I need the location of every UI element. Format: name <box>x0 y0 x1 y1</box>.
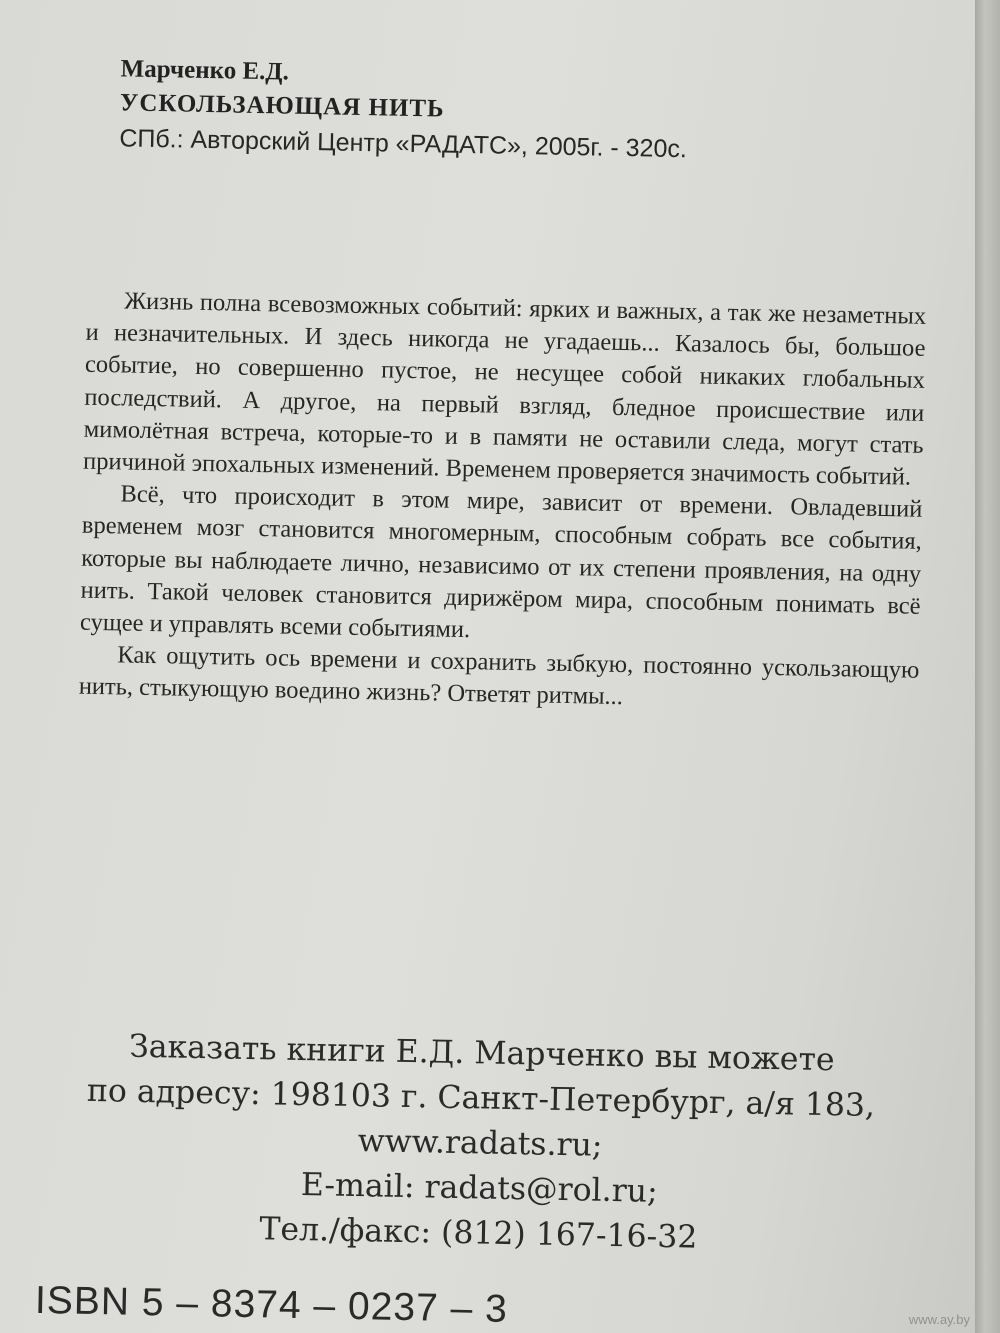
annotation-paragraph: Как ощутить ось времени и сохранить зыбкую, постоянно ускользающую нить, стыкующую воедино жизнь? Ответят ритмы... <box>78 641 920 711</box>
annotation-paragraph: Жизнь полна всевозможных событий: ярких и важных, а так же незаметных и незначительных. И здесь никогда не угадаешь... Казалось бы, большое событие, но совершенно пустое, не несущее собой никаких глобальных последствий. А другое, на первый взгляд, бледное происшествие или мимолётная встреча, которые-то и в памяти не оставили следа, могут стать причиной эпохальных изменений. Временем проверяется значимость событий. <box>82 287 927 491</box>
bibliographic-header <box>119 52 901 171</box>
page-edge-shadow <box>975 0 1000 1333</box>
publication-imprint: СПб.: Авторский Центр «РАДАТС», 2005г. - 320с. <box>119 124 688 164</box>
isbn-number: ISBN 5 – 8374 – 0237 – 3 <box>34 1278 509 1331</box>
email-address: E-mail: radats@rol.ru; <box>300 1166 658 1210</box>
annotation-paragraph: Всё, что происходит в этом мире, зависит от времени. Овладевший временем мозг становится многомерным, способным собрать все события, которые вы наблюдаете лично, независимо от их степени проявления, на одну нить. Такой человек становится дирижёром мира, способным понимать всё сущее и управлять всеми событиями. <box>79 480 923 644</box>
order-line: Заказать книги Е.Д. Марченко вы можете <box>128 1028 835 1079</box>
postal-address: по адресу: 198103 г. Санкт-Петербург, а/я 183, <box>86 1072 876 1124</box>
website-link: www.radats.ru; <box>357 1123 603 1164</box>
book-annotation <box>79 285 927 720</box>
author-name: Марченко Е.Д. <box>120 55 290 86</box>
order-info <box>68 1024 892 1265</box>
watermark: www.ay.by <box>908 1312 970 1327</box>
book-title: УСКОЛЬЗАЮЩАЯ НИТЬ <box>119 89 445 123</box>
phone-fax: Тел./факс: (812) 167-16-32 <box>259 1211 698 1256</box>
